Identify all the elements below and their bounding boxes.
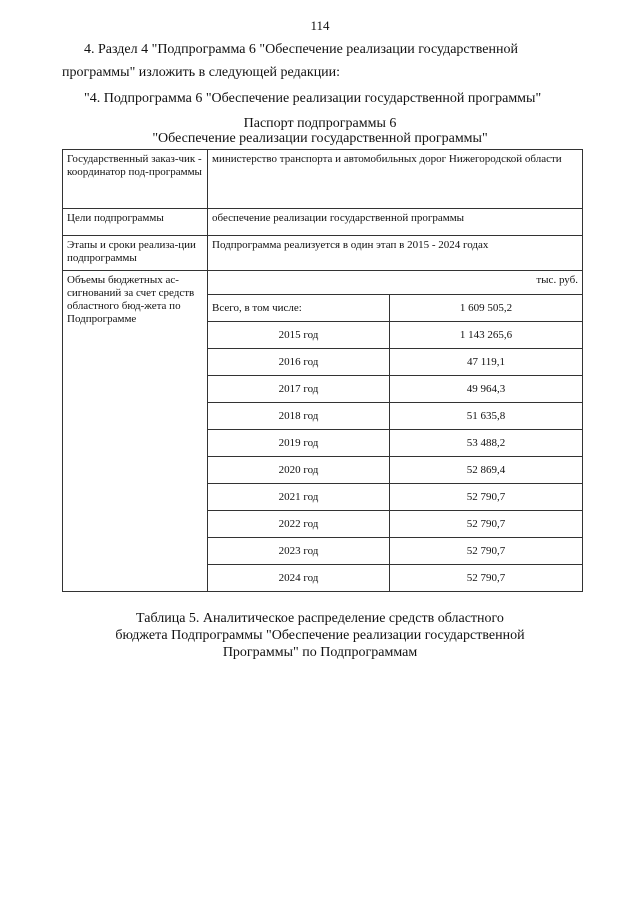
- value-cell: 51 635,8: [390, 403, 583, 430]
- row-value: обеспечение реализации государственной программы: [208, 209, 583, 236]
- year-cell: 2023 год: [208, 538, 390, 565]
- row-label: Цели подпрограммы: [63, 209, 208, 236]
- table-caption-line: Таблица 5. Аналитическое распределение средств областного: [136, 611, 504, 626]
- year-cell: 2021 год: [208, 484, 390, 511]
- table-row: [63, 150, 583, 209]
- year-cell: 2022 год: [208, 511, 390, 538]
- year-cell: 2015 год: [208, 322, 390, 349]
- row-value: Подпрограмма реализуется в один этап в 2015 - 2024 годах: [208, 236, 583, 271]
- table-caption-line: Программы" по Подпрограммам: [222, 645, 418, 660]
- total-value: 1 609 505,2: [390, 295, 583, 322]
- table-row: [63, 271, 583, 295]
- passport-subtitle: "Обеспечение реализации государственной программы": [152, 131, 488, 146]
- passport-title: Паспорт подпрограммы 6: [243, 116, 397, 131]
- year-cell: 2024 год: [208, 565, 390, 592]
- value-cell: 52 790,7: [390, 565, 583, 592]
- row-value: министерство транспорта и автомобильных дорог Нижегородской области: [208, 150, 583, 209]
- value-cell: 52 790,7: [390, 484, 583, 511]
- page-number: 114: [310, 18, 330, 33]
- unit-label: тыс. руб.: [208, 271, 583, 295]
- year-cell: 2018 год: [208, 403, 390, 430]
- row-label: Государственный заказ-чик - координатор под-программы: [63, 150, 208, 209]
- year-cell: 2020 год: [208, 457, 390, 484]
- budget-label: Объемы бюджетных ас-сигнований за счет средств областного бюд-жета по Подпрограмме: [63, 271, 208, 592]
- section-heading: "4. Подпрограмма 6 "Обеспечение реализации государственной программы": [84, 91, 542, 106]
- total-label: Всего, в том числе:: [208, 295, 390, 322]
- amendment-paragraph: 4. Раздел 4 "Подпрограмма 6 "Обеспечение реализации государственной программы" изложить в следующей редакции:: [62, 42, 518, 80]
- value-cell: 49 964,3: [390, 376, 583, 403]
- value-cell: 47 119,1: [390, 349, 583, 376]
- year-cell: 2017 год: [208, 376, 390, 403]
- value-cell: 52 790,7: [390, 538, 583, 565]
- year-cell: 2019 год: [208, 430, 390, 457]
- table-row: [63, 209, 583, 236]
- table-caption-line: бюджета Подпрограммы "Обеспечение реализации государственной: [115, 628, 525, 643]
- table-row: [63, 236, 583, 271]
- passport-table: [62, 149, 583, 592]
- value-cell: 53 488,2: [390, 430, 583, 457]
- year-cell: 2016 год: [208, 349, 390, 376]
- value-cell: 52 869,4: [390, 457, 583, 484]
- row-label: Этапы и сроки реализа-ции подпрограммы: [63, 236, 208, 271]
- value-cell: 1 143 265,6: [390, 322, 583, 349]
- value-cell: 52 790,7: [390, 511, 583, 538]
